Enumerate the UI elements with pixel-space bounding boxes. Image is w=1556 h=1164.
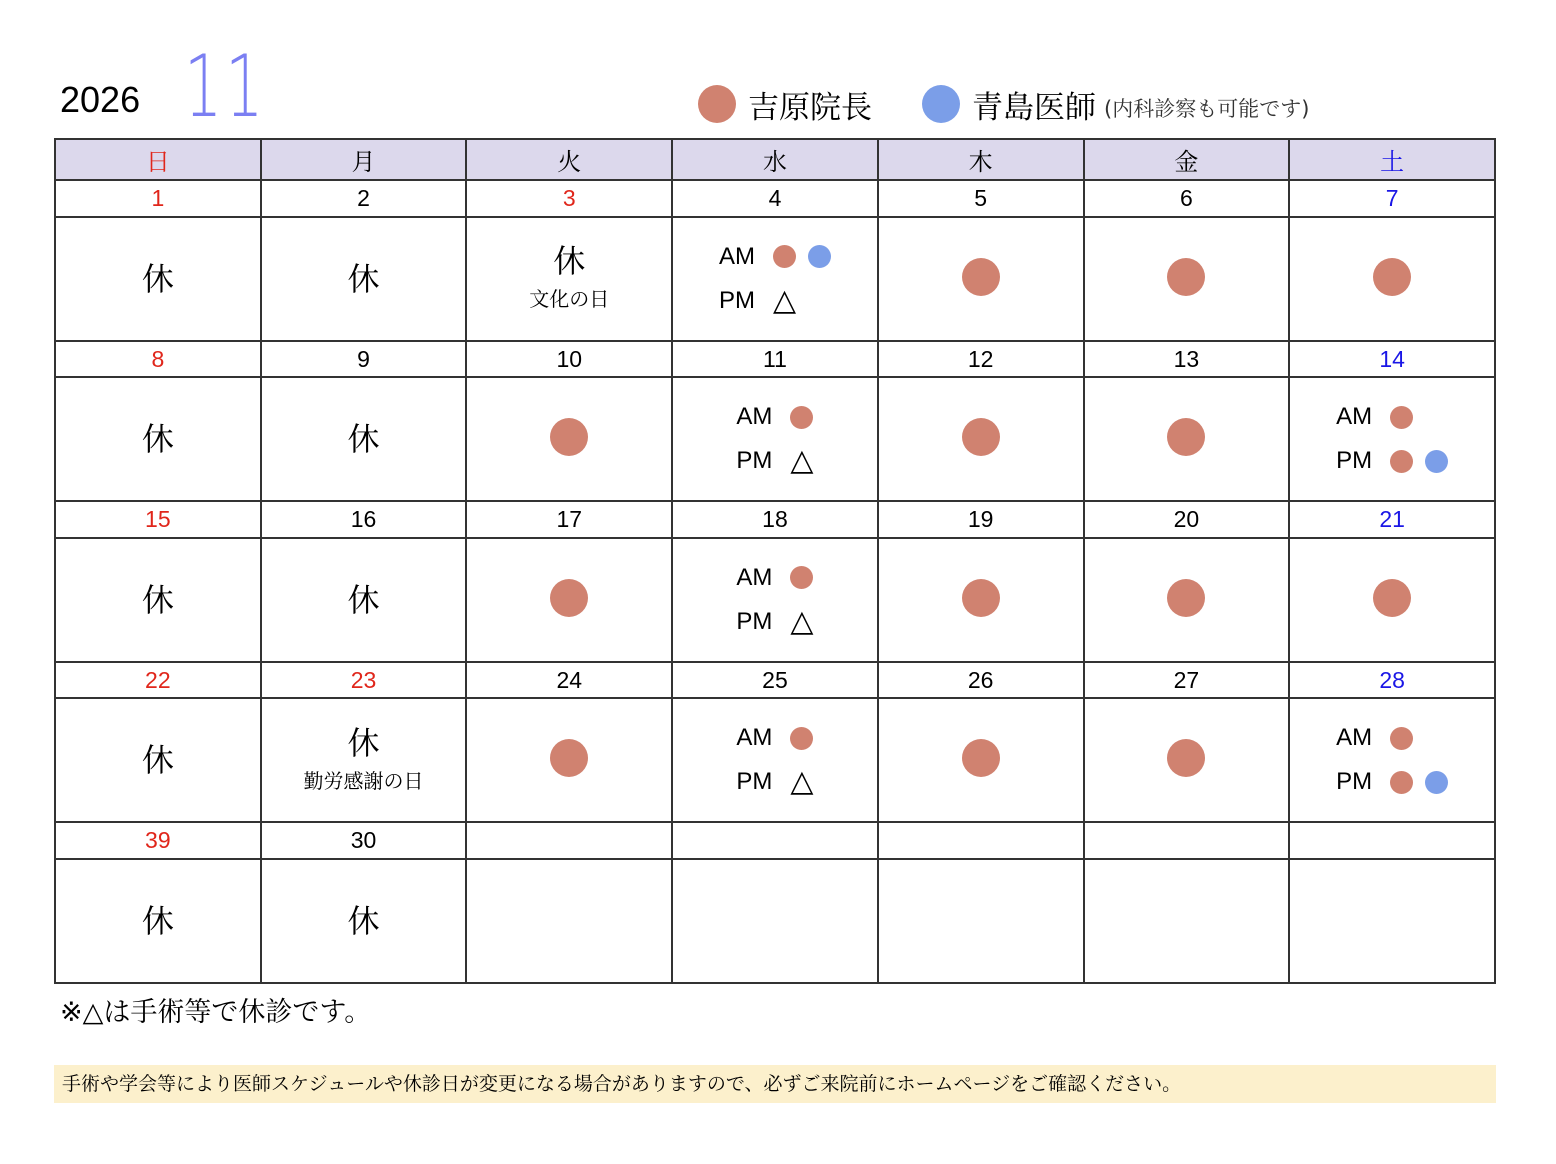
closed-mark: 休 bbox=[347, 580, 380, 619]
doctor-dot-icon bbox=[922, 85, 960, 123]
date-number: 19 bbox=[878, 501, 1084, 537]
doctor-dot-icon bbox=[1425, 450, 1448, 473]
schedule-row bbox=[55, 859, 1495, 983]
date-number bbox=[466, 822, 672, 858]
schedule-cell bbox=[466, 698, 672, 822]
date-number: 18 bbox=[672, 501, 878, 537]
am-label: AM bbox=[736, 403, 773, 431]
am-label: AM bbox=[1336, 403, 1373, 431]
date-number bbox=[1084, 822, 1290, 858]
triangle-icon: △ bbox=[790, 764, 814, 800]
schedule-cell bbox=[261, 538, 467, 662]
pm-row bbox=[736, 760, 813, 804]
date-number: 10 bbox=[466, 341, 672, 377]
weekday-header-row bbox=[55, 139, 1495, 180]
notice-banner: 手術や学会等により医師スケジュールや休診日が変更になる場合がありますので、必ずご来院前にホームページをご確認ください。 bbox=[54, 1065, 1496, 1103]
date-number: 25 bbox=[672, 662, 878, 698]
pm-label: PM bbox=[736, 768, 773, 796]
closed-mark: 休 bbox=[553, 242, 586, 281]
holiday-name: 勤労感謝の日 bbox=[303, 768, 424, 793]
director-dot-icon bbox=[550, 418, 588, 456]
closed-mark: 休 bbox=[347, 420, 380, 459]
director-dot-icon bbox=[1167, 739, 1205, 777]
date-number: 3 bbox=[466, 180, 672, 216]
schedule-cell bbox=[672, 698, 878, 822]
schedule-cell bbox=[1289, 538, 1495, 662]
director-dot-icon bbox=[698, 85, 736, 123]
schedule-row bbox=[55, 217, 1495, 341]
pm-label: PM bbox=[1336, 447, 1373, 475]
schedule-cell bbox=[1289, 698, 1495, 822]
schedule-cell bbox=[672, 859, 878, 983]
weekday-header-cell: 木 bbox=[878, 139, 1084, 180]
date-number: 17 bbox=[466, 501, 672, 537]
am-label: AM bbox=[718, 242, 755, 270]
director-dot-icon bbox=[1167, 579, 1205, 617]
date-row bbox=[55, 341, 1495, 377]
pm-row bbox=[736, 600, 813, 644]
closed-mark: 休 bbox=[141, 580, 174, 619]
am-pm-schedule bbox=[736, 556, 813, 644]
schedule-cell bbox=[261, 217, 467, 341]
date-number: 30 bbox=[261, 822, 467, 858]
pm-row bbox=[736, 439, 813, 483]
director-dot-icon bbox=[550, 579, 588, 617]
schedule-row bbox=[55, 377, 1495, 501]
schedule-cell bbox=[672, 377, 878, 501]
date-row bbox=[55, 501, 1495, 537]
am-pm-schedule bbox=[719, 235, 831, 323]
schedule-calendar bbox=[54, 138, 1496, 984]
schedule-row bbox=[55, 698, 1495, 822]
pm-label: PM bbox=[736, 447, 773, 475]
schedule-cell bbox=[261, 859, 467, 983]
date-number: 21 bbox=[1289, 501, 1495, 537]
director-dot-icon bbox=[773, 245, 796, 268]
am-label: AM bbox=[736, 724, 773, 752]
triangle-icon: △ bbox=[790, 603, 814, 639]
legend-doctor-note: (内科診察も可能です) bbox=[1104, 97, 1310, 121]
schedule-cell bbox=[1084, 377, 1290, 501]
schedule-cell bbox=[1084, 538, 1290, 662]
schedule-cell bbox=[466, 377, 672, 501]
schedule-cell bbox=[1289, 217, 1495, 341]
am-row bbox=[719, 235, 831, 279]
date-number: 23 bbox=[261, 662, 467, 698]
pm-label: PM bbox=[718, 286, 755, 314]
schedule-cell bbox=[878, 698, 1084, 822]
schedule-cell bbox=[1084, 217, 1290, 341]
date-number: 8 bbox=[55, 341, 261, 377]
date-row bbox=[55, 822, 1495, 858]
weekday-header-cell: 金 bbox=[1084, 139, 1290, 180]
schedule-cell bbox=[55, 859, 261, 983]
schedule-row bbox=[55, 538, 1495, 662]
pm-label: PM bbox=[736, 607, 773, 635]
director-dot-icon bbox=[550, 739, 588, 777]
date-number: 24 bbox=[466, 662, 672, 698]
date-number: 28 bbox=[1289, 662, 1495, 698]
director-dot-icon bbox=[1167, 258, 1205, 296]
director-dot-icon bbox=[790, 727, 813, 750]
director-dot-icon bbox=[962, 418, 1000, 456]
schedule-cell bbox=[878, 859, 1084, 983]
am-row bbox=[736, 716, 813, 760]
footnote: ※△は手術等で休診です。 bbox=[60, 997, 372, 1028]
pm-row bbox=[1336, 760, 1448, 804]
date-number: 6 bbox=[1084, 180, 1290, 216]
am-pm-schedule bbox=[1336, 716, 1448, 804]
triangle-icon: △ bbox=[790, 443, 814, 479]
date-row bbox=[55, 180, 1495, 216]
pm-label: PM bbox=[1336, 768, 1373, 796]
schedule-cell bbox=[1289, 859, 1495, 983]
doctor-dot-icon bbox=[808, 245, 831, 268]
weekday-header-cell: 日 bbox=[55, 139, 261, 180]
closed-mark: 休 bbox=[141, 741, 174, 780]
date-number: 9 bbox=[261, 341, 467, 377]
date-number: 11 bbox=[672, 341, 878, 377]
triangle-icon: △ bbox=[772, 282, 797, 318]
pm-row bbox=[719, 279, 831, 323]
schedule-cell bbox=[672, 538, 878, 662]
director-dot-icon bbox=[1373, 258, 1411, 296]
director-dot-icon bbox=[1390, 727, 1413, 750]
date-number: 22 bbox=[55, 662, 261, 698]
closed-mark: 休 bbox=[347, 259, 380, 298]
date-number: 13 bbox=[1084, 341, 1290, 377]
closed-mark: 休 bbox=[141, 420, 174, 459]
director-dot-icon bbox=[1390, 771, 1413, 794]
calendar-year: 2026 bbox=[60, 79, 141, 120]
closed-mark: 休 bbox=[347, 723, 380, 762]
schedule-cell bbox=[466, 538, 672, 662]
am-pm-schedule bbox=[736, 395, 813, 483]
am-row bbox=[1336, 395, 1448, 439]
director-dot-icon bbox=[790, 406, 813, 429]
weekday-header-cell: 火 bbox=[466, 139, 672, 180]
am-row bbox=[1336, 716, 1448, 760]
holiday-name: 文化の日 bbox=[529, 287, 610, 312]
legend-doctor bbox=[922, 80, 1309, 128]
legend-director-label: 吉原院長 bbox=[748, 89, 872, 126]
date-number: 5 bbox=[878, 180, 1084, 216]
weekday-header-cell: 水 bbox=[672, 139, 878, 180]
am-pm-schedule bbox=[1336, 395, 1448, 483]
schedule-cell bbox=[261, 377, 467, 501]
date-number: 20 bbox=[1084, 501, 1290, 537]
schedule-cell bbox=[672, 217, 878, 341]
pm-row bbox=[1336, 439, 1448, 483]
date-number: 4 bbox=[672, 180, 878, 216]
date-number: 12 bbox=[878, 341, 1084, 377]
date-number: 27 bbox=[1084, 662, 1290, 698]
director-dot-icon bbox=[1390, 450, 1413, 473]
am-row bbox=[736, 556, 813, 600]
schedule-cell bbox=[878, 377, 1084, 501]
date-number: 16 bbox=[261, 501, 467, 537]
closed-mark: 休 bbox=[347, 901, 380, 940]
doctor-dot-icon bbox=[1425, 771, 1448, 794]
director-dot-icon bbox=[1373, 579, 1411, 617]
schedule-cell bbox=[55, 217, 261, 341]
director-dot-icon bbox=[962, 258, 1000, 296]
schedule-cell bbox=[1084, 859, 1290, 983]
date-number: 1 bbox=[55, 180, 261, 216]
schedule-cell bbox=[878, 217, 1084, 341]
date-number: 7 bbox=[1289, 180, 1495, 216]
date-number bbox=[878, 822, 1084, 858]
legend-doctor-label: 青島医師 bbox=[972, 89, 1096, 126]
closed-mark: 休 bbox=[141, 901, 174, 940]
legend-director bbox=[698, 80, 872, 128]
date-number bbox=[672, 822, 878, 858]
schedule-cell bbox=[55, 698, 261, 822]
weekday-header-cell: 月 bbox=[261, 139, 467, 180]
director-dot-icon bbox=[962, 579, 1000, 617]
calendar-month: 11 bbox=[184, 37, 267, 137]
schedule-cell bbox=[466, 217, 672, 341]
weekday-header-cell: 土 bbox=[1289, 139, 1495, 180]
date-number: 39 bbox=[55, 822, 261, 858]
am-pm-schedule bbox=[736, 716, 813, 804]
schedule-cell bbox=[466, 859, 672, 983]
schedule-cell bbox=[1289, 377, 1495, 501]
closed-mark: 休 bbox=[141, 259, 174, 298]
date-number bbox=[1289, 822, 1495, 858]
director-dot-icon bbox=[1167, 418, 1205, 456]
date-number: 26 bbox=[878, 662, 1084, 698]
schedule-cell bbox=[261, 698, 467, 822]
am-label: AM bbox=[1336, 724, 1373, 752]
director-dot-icon bbox=[1390, 406, 1413, 429]
am-row bbox=[736, 395, 813, 439]
am-label: AM bbox=[736, 563, 773, 591]
date-number: 15 bbox=[55, 501, 261, 537]
schedule-cell bbox=[878, 538, 1084, 662]
director-dot-icon bbox=[962, 739, 1000, 777]
date-number: 2 bbox=[261, 180, 467, 216]
date-number: 14 bbox=[1289, 341, 1495, 377]
date-row bbox=[55, 662, 1495, 698]
schedule-cell bbox=[55, 538, 261, 662]
schedule-cell bbox=[1084, 698, 1290, 822]
director-dot-icon bbox=[790, 566, 813, 589]
schedule-cell bbox=[55, 377, 261, 501]
